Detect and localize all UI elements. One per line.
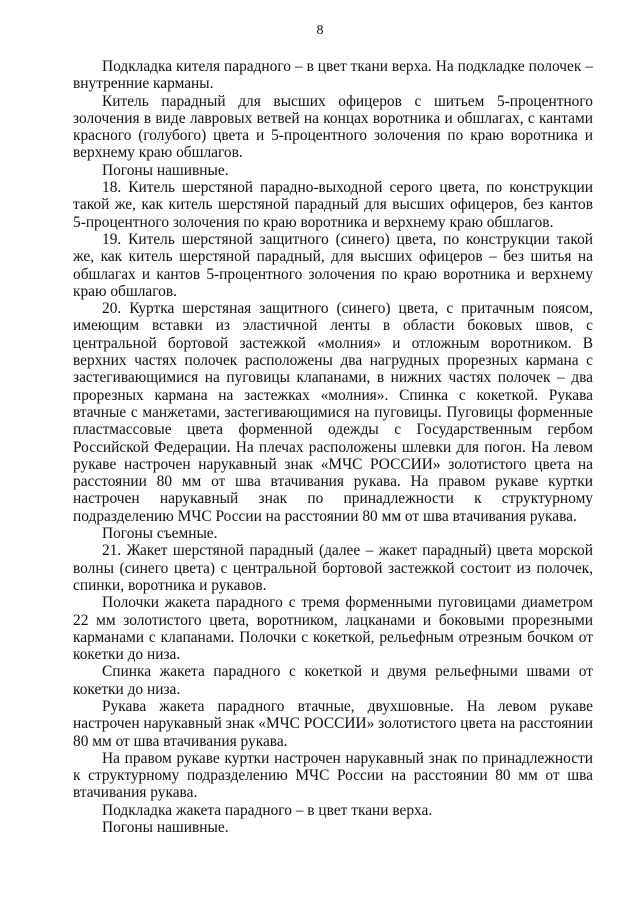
paragraph: Погоны нашивные. xyxy=(102,819,229,837)
document-body xyxy=(73,58,593,836)
paragraph: Подкладка кителя парадного – в цвет ткани верха. На подкладке полочек – внутренние карманы. xyxy=(73,58,593,93)
paragraph: Подкладка жакета парадного – в цвет ткани верха. xyxy=(102,801,433,819)
paragraph: Китель парадный для высших офицеров с шитьем 5-процентного золочения в виде лавровых ветвей на концах воротника и обшлагах, с кантами красного (голубого) цвета и 5-процентного золочения по краю воротника и верхнему краю обшлагов. xyxy=(73,92,593,162)
paragraph: Погоны съемные. xyxy=(102,525,218,543)
paragraph: Спинка жакета парадного с кокеткой и двумя рельефными швами от кокетки до низа. xyxy=(73,663,593,698)
paragraph: Рукава жакета парадного втачные, двухшовные. На левом рукаве настрочен нарукавный знак «МЧС РОССИИ» золотистого цвета на расстоянии 80 мм от шва втачивания рукава. xyxy=(73,697,593,750)
paragraph: Погоны нашивные. xyxy=(102,161,229,179)
page-number: 8 xyxy=(316,23,324,38)
paragraph: 21. Жакет шерстяной парадный (далее – жакет парадный) цвета морской волны (синего цвета) с центральной бортовой застежкой состоит из полочек, спинки, воротника и рукавов. xyxy=(73,542,593,594)
paragraph: 20. Куртка шерстяная защитного (синего) цвета, с притачным поясом, имеющим вставки из эластичной ленты в области боковых швов, с центральной бортовой застежкой «молния» и отложным воротником. В верхних частях полочек расположены два нагрудных прорезных кармана с застегивающимися на пуговицы клапанами, в нижних частях полочек – два прорезных кармана на застежках «молния». Спинка с кокеткой. Рукава втачные с манжетами, застегивающимися на пуговицы. Пуговицы форменные пластмассовые цвета форменной одежды с Государственным гербом Российской Федерации. На плечах расположены шлевки для погон. На левом рукаве настрочен нарукавный знак «МЧС РОССИИ» золотистого цвета на расстоянии 80 мм от шва втачивания рукава. На правом рукаве куртки настрочен нарукавный знак по принадлежности к структурному подразделению МЧС России на расстоянии 80 мм от шва втачивания рукава. xyxy=(73,300,593,525)
paragraph: 19. Китель шерстяной защитного (синего) цвета, по конструкции такой же, как китель шерстяной парадный, для высших офицеров – без шитья на обшлагах и кантов 5-процентного золочения по краю воротника и верхнему краю обшлагов. xyxy=(73,230,593,300)
paragraph: 18. Китель шерстяной парадно-выходной серого цвета, по конструкции такой же, как китель шерстяной парадный для высших офицеров, без кантов 5-процентного золочения по краю воротника и верхнему краю обшлагов. xyxy=(73,179,593,231)
paragraph: Полочки жакета парадного с тремя форменными пуговицами диаметром 22 мм золотистого цвета, воротником, лацканами и боковыми прорезными карманами с клапанами. Полочки с кокеткой, рельефным отрезным бочком от кокетки до низа. xyxy=(73,594,593,664)
paragraph: На правом рукаве куртки настрочен нарукавный знак по принадлежности к структурному подразделению МЧС России на расстоянии 80 мм от шва втачивания рукава. xyxy=(73,749,593,802)
